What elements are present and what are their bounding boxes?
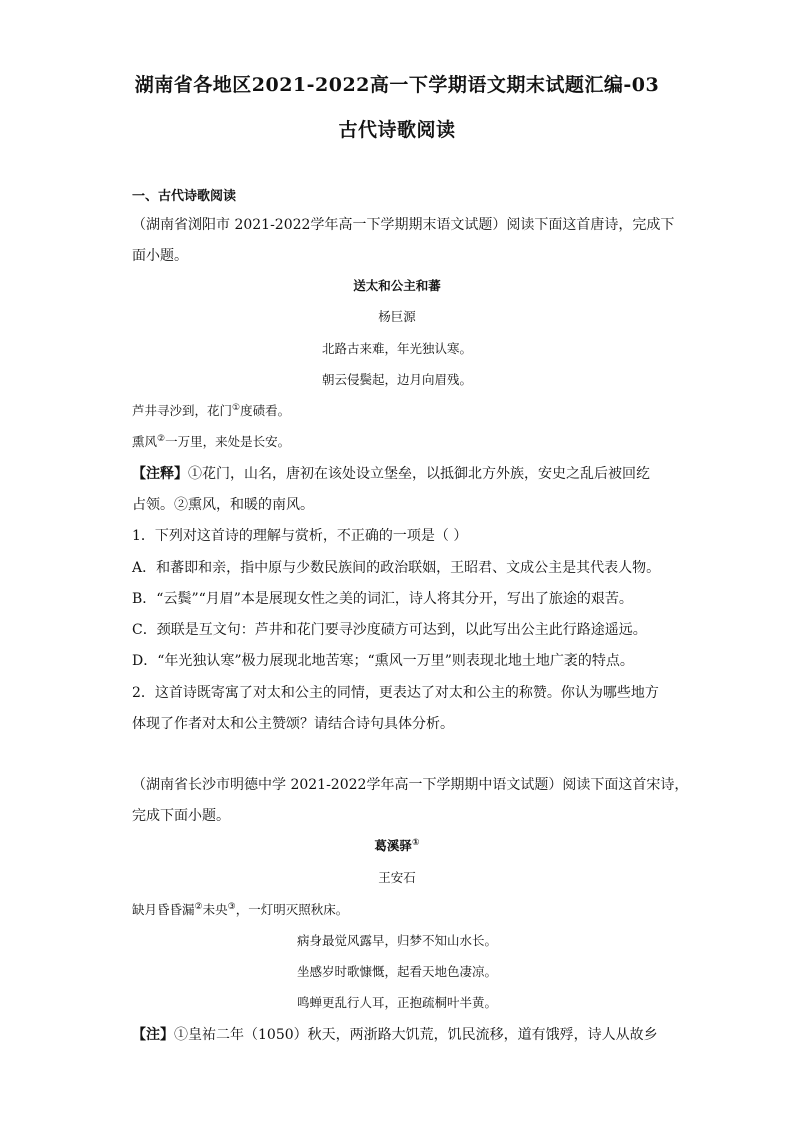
- question1-option-c: C．颈联是互文句：芦井和花门要寻沙度碛方可达到，以此写出公主此行路途遥远。: [132, 622, 647, 638]
- poem1-line3-text-b: 度碛看。: [240, 403, 291, 418]
- footnote-marker: ①: [411, 837, 420, 848]
- poem1-line2: 朝云侵鬓起，边月向眉残。: [321, 372, 472, 387]
- poem2-line4: 鸣蝉更乱行人耳，正抱疏桐叶半黄。: [296, 995, 497, 1010]
- question1-option-a: A．和蕃即和亲，指中原与少数民族间的政治联姻，王昭君、文成公主是其代表人物。: [132, 560, 661, 576]
- poem1-line3-text-a: 芦井寻沙到，花门: [132, 403, 233, 418]
- footnote-marker: ②: [157, 433, 166, 444]
- poem1-note-line1: [132, 463, 672, 483]
- doc-title-line1: 湖南省各地区2021-2022高一下学期语文期末试题汇编-03: [134, 74, 660, 96]
- passage1-intro-line1: （湖南省浏阳市 2021-2022学年高一下学期期末语文试题）阅读下面这首唐诗，完成下: [132, 217, 675, 233]
- passage1-intro-line2: 面小题。: [132, 248, 188, 264]
- note-label: 【注】: [132, 1027, 174, 1043]
- note-label: 【注释】: [132, 466, 188, 482]
- question1-option-d: D．“年光独认寒”极力展现北地苦寒；“熏风一万里”则表现北地土地广袤的特点。: [132, 653, 634, 669]
- poem2-author: 王安石: [378, 870, 416, 885]
- poem1-line3: [132, 401, 672, 419]
- footnote-marker: ②: [194, 901, 203, 912]
- poem2-line3: 坐感岁时歌慷慨，起看天地色凄凉。: [296, 964, 497, 979]
- note-text: ①花门，山名，唐初在该处设立堡垒，以抵御北方外族，安史之乱后被回纥: [188, 466, 650, 482]
- poem1-line4: [132, 432, 672, 450]
- poem2-title: [0, 836, 794, 854]
- poem2-line1-text-b: 未央: [202, 902, 228, 917]
- footnote-marker: ③: [227, 901, 236, 912]
- question1-stem: 1．下列对这首诗的理解与赏析，不正确的一项是（ ）: [132, 528, 468, 544]
- poem1-line4-text-a: 熏风: [132, 434, 158, 449]
- passage2-intro-line2: 完成下面小题。: [132, 808, 230, 824]
- poem1-title: 送太和公主和蕃: [353, 278, 441, 293]
- poem1-author: 杨巨源: [378, 309, 416, 324]
- question2-line1: 2．这首诗既寄寓了对太和公主的同情，更表达了对太和公主的称赞。你认为哪些地方: [132, 685, 659, 701]
- section-heading: 一、古代诗歌阅读: [132, 189, 237, 204]
- doc-title-line2: 古代诗歌阅读: [338, 119, 456, 141]
- poem2-title-text: 葛溪驿: [374, 838, 412, 853]
- poem2-line2: 病身最觉风露早，归梦不知山水长。: [296, 933, 497, 948]
- poem2-line1-text-a: 缺月昏昏漏: [132, 902, 195, 917]
- note-text: ①皇祐二年（1050）秋天，两浙路大饥荒，饥民流移，道有饿殍，诗人从故乡: [174, 1027, 658, 1043]
- passage2-intro-line1: （湖南省长沙市明德中学 2021-2022学年高一下学期期中语文试题）阅读下面这首宋诗，: [132, 777, 689, 793]
- poem1-line1: 北路古来难，年光独认寒。: [321, 341, 472, 356]
- poem1-note-line2: 占领。②熏风，和暖的南风。: [132, 497, 314, 513]
- question1-option-b: B．“云鬓”“月眉”本是展现女性之美的词汇，诗人将其分开，写出了旅途的艰苦。: [132, 591, 633, 607]
- question2-line2: 体现了作者对太和公主赞颂？请结合诗句具体分析。: [132, 716, 454, 732]
- poem2-note-line1: [132, 1024, 672, 1044]
- poem2-line1: [132, 900, 672, 918]
- poem1-line4-text-b: 一万里，来处是长安。: [165, 434, 291, 449]
- footnote-marker: ①: [232, 402, 241, 413]
- poem2-line1-text-c: ，一灯明灭照秋床。: [235, 902, 349, 917]
